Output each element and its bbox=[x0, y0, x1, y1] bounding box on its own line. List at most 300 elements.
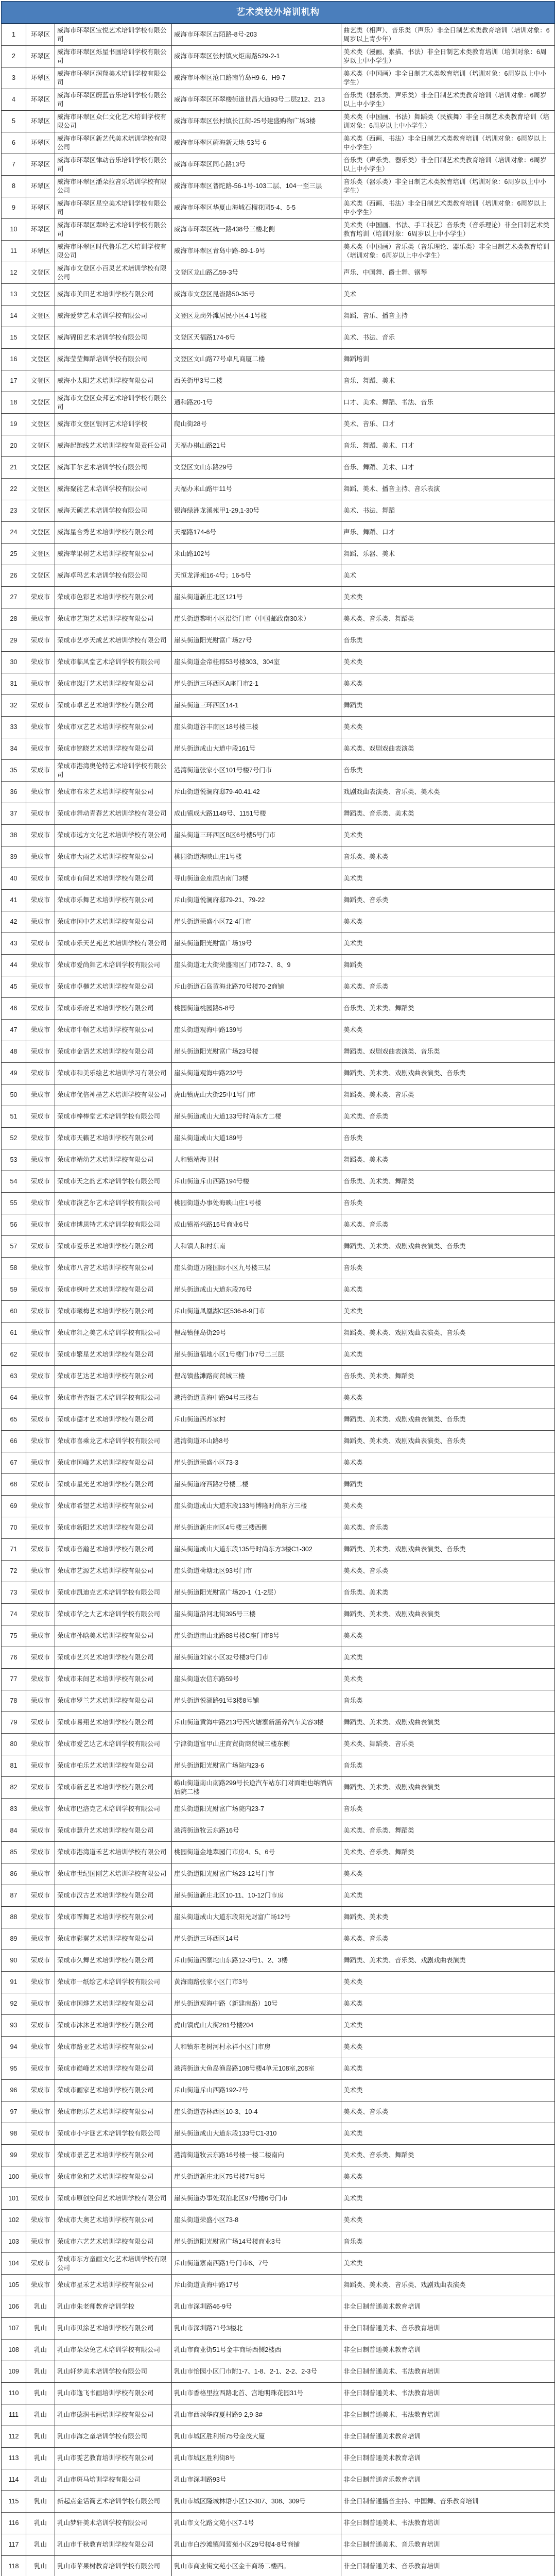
address-cell: 乳山市深圳路71号3楼北 bbox=[172, 2318, 341, 2340]
training-content-cell: 美术类 bbox=[341, 1885, 555, 1907]
district-cell: 荣成市 bbox=[26, 1496, 55, 1517]
address-cell: 港湾街道黄海中路94号三楼右 bbox=[172, 1387, 341, 1409]
row-number-cell: 6 bbox=[2, 132, 26, 154]
address-cell: 威海市文登区昆嵛路50-35号 bbox=[172, 284, 341, 306]
address-cell: 崖头街道新庄北区75号楼7号8号 bbox=[172, 2166, 341, 2188]
training-content-cell: 舞蹈类、美术类、戏剧戏曲表演类、音乐类 bbox=[341, 1539, 555, 1561]
row-number-cell: 2 bbox=[2, 46, 26, 67]
institution-name-cell: 威海卓玛艺术培训学校有限公司 bbox=[55, 565, 172, 587]
address-cell: 崖头街道荣盛小区73-8 bbox=[172, 2210, 341, 2231]
training-content-cell: 舞蹈培训 bbox=[341, 349, 555, 370]
row-number-cell: 35 bbox=[2, 760, 26, 782]
institution-name-cell: 威海市环翠区潘朵拉音乐培训学校有限公司 bbox=[55, 176, 172, 197]
table-row bbox=[2, 976, 555, 998]
table-row bbox=[2, 1344, 555, 1366]
institution-name-cell: 威海市文登区小百灵艺术培训学校有限公司 bbox=[55, 262, 172, 284]
institution-name-cell: 荣成市国烨艺术培训学校有限公司 bbox=[55, 1993, 172, 2015]
training-content-cell: 曲艺类（相声）、音乐类（声乐）非全日制艺术类教育培训（培训对象：6周岁以上青少年） bbox=[341, 24, 555, 46]
district-cell: 荣成市 bbox=[26, 2123, 55, 2145]
address-cell: 斥山街道寨南西路1号门市6、7号 bbox=[172, 2253, 341, 2275]
address-cell: 米山路102号 bbox=[172, 544, 341, 565]
institution-name-cell: 荣成市世纪国刚艺术培训学校有限公司 bbox=[55, 1863, 172, 1885]
row-number-cell: 54 bbox=[2, 1171, 26, 1193]
table-row bbox=[2, 2253, 555, 2275]
address-cell: 崖头街道阳光财富广场23号楼 bbox=[172, 1041, 341, 1063]
table-row bbox=[2, 2448, 555, 2469]
table-row bbox=[2, 2123, 555, 2145]
row-number-cell: 57 bbox=[2, 1236, 26, 1258]
district-cell: 荣成市 bbox=[26, 2058, 55, 2080]
institution-name-cell: 荣成市久舞艺术培训学校有限公司 bbox=[55, 1950, 172, 1972]
address-cell: 乳山市城区隆城林语小区12-307、308、309号 bbox=[172, 2491, 341, 2513]
address-cell: 斥山街道黄海中路17号 bbox=[172, 2275, 341, 2296]
row-number-cell: 48 bbox=[2, 1041, 26, 1063]
training-content-cell: 美术类、戏剧戏曲表演类 bbox=[341, 738, 555, 760]
row-number-cell: 46 bbox=[2, 998, 26, 1020]
training-content-cell: 美术类 bbox=[341, 652, 555, 673]
address-cell: 桃园街道金地翠园门市房4、5、6号 bbox=[172, 1842, 341, 1863]
address-cell: 斥山街道西苏家村 bbox=[172, 1409, 341, 1431]
training-content-cell: 音乐、舞蹈、美术、口才 bbox=[341, 435, 555, 457]
district-cell: 文登区 bbox=[26, 306, 55, 327]
institution-name-cell: 威海市文登区众邦艺术培训学校有限公司 bbox=[55, 392, 172, 414]
institution-name-cell: 荣成市天籁艺术培训学校有限公司 bbox=[55, 1128, 172, 1149]
table-row bbox=[2, 652, 555, 673]
district-cell: 乳山 bbox=[26, 2361, 55, 2383]
address-cell: 崖头街道三环西区14号 bbox=[172, 1928, 341, 1950]
district-cell: 荣成市 bbox=[26, 1712, 55, 1734]
institution-name-cell: 威海聚能艺术培训学校有限公司 bbox=[55, 479, 172, 500]
institution-name-cell: 荣成市希望艺术培训学校有限公司 bbox=[55, 1496, 172, 1517]
row-number-cell: 79 bbox=[2, 1712, 26, 1734]
district-cell: 乳山 bbox=[26, 2340, 55, 2361]
address-cell: 崖头街道成山大道189号 bbox=[172, 1128, 341, 1149]
table-row bbox=[2, 2080, 555, 2102]
institution-name-cell: 荣成市艺源艺术培训学校有限公司 bbox=[55, 1561, 172, 1582]
table-row bbox=[2, 392, 555, 414]
training-content-cell: 美术类、音乐类 bbox=[341, 976, 555, 998]
table-row bbox=[2, 2513, 555, 2534]
table-row bbox=[2, 241, 555, 262]
sheet bbox=[1, 1, 555, 2576]
institution-name-cell: 荣成市曦梅艺术培训学校有限公司 bbox=[55, 1301, 172, 1323]
table-row bbox=[2, 1885, 555, 1907]
row-number-cell: 94 bbox=[2, 2037, 26, 2058]
address-cell: 天福办米山路甲11号 bbox=[172, 479, 341, 500]
table-row bbox=[2, 1517, 555, 1539]
address-cell: 崖头街道三环西区14-1 bbox=[172, 695, 341, 717]
row-number-cell: 53 bbox=[2, 1149, 26, 1171]
address-cell: 崖头街道成山大道东段135号时尚东方3楼C1-302 bbox=[172, 1539, 341, 1561]
training-content-cell: 美术类 bbox=[341, 1020, 555, 1041]
table-row bbox=[2, 111, 555, 132]
row-number-cell: 115 bbox=[2, 2491, 26, 2513]
row-number-cell: 15 bbox=[2, 327, 26, 349]
row-number-cell: 26 bbox=[2, 565, 26, 587]
district-cell: 乳山 bbox=[26, 2296, 55, 2318]
district-cell: 荣成市 bbox=[26, 1020, 55, 1041]
district-cell: 荣成市 bbox=[26, 1387, 55, 1409]
training-content-cell: 舞蹈类、戏剧戏曲表演类、音乐类 bbox=[341, 1041, 555, 1063]
district-cell: 荣成市 bbox=[26, 1950, 55, 1972]
row-number-cell: 13 bbox=[2, 284, 26, 306]
row-number-cell: 29 bbox=[2, 630, 26, 652]
institution-name-cell: 荣成市星禾艺术培训学校有限公司 bbox=[55, 2275, 172, 2296]
training-content-cell: 美术类、音乐类、舞蹈类 bbox=[341, 2145, 555, 2166]
training-content-cell: 美术、音乐、口才 bbox=[341, 414, 555, 435]
row-number-cell: 21 bbox=[2, 457, 26, 479]
district-cell: 荣成市 bbox=[26, 1799, 55, 1820]
district-cell: 荣成市 bbox=[26, 2015, 55, 2037]
training-content-cell: 戏剧戏曲表演类、音乐类、美术类 bbox=[341, 782, 555, 803]
row-number-cell: 58 bbox=[2, 1258, 26, 1279]
row-number-cell: 60 bbox=[2, 1301, 26, 1323]
institution-name-cell: 威海市环翠区翠岭艺术培训学校有限公司 bbox=[55, 219, 172, 241]
district-cell: 荣成市 bbox=[26, 1561, 55, 1582]
district-cell: 荣成市 bbox=[26, 652, 55, 673]
table-row bbox=[2, 2426, 555, 2448]
district-cell: 荣成市 bbox=[26, 1625, 55, 1647]
training-content-cell: 音乐类、美术类 bbox=[341, 846, 555, 868]
district-cell: 荣成市 bbox=[26, 976, 55, 998]
row-number-cell: 70 bbox=[2, 1517, 26, 1539]
row-number-cell: 49 bbox=[2, 1063, 26, 1084]
table-row bbox=[2, 327, 555, 349]
institution-name-cell: 荣成市艺兴艺术培训学校有限公司 bbox=[55, 1647, 172, 1669]
institution-name-cell: 乳山市海之童培训学校有限公司 bbox=[55, 2426, 172, 2448]
table-row bbox=[2, 1604, 555, 1625]
table-row bbox=[2, 1323, 555, 1344]
row-number-cell: 5 bbox=[2, 111, 26, 132]
address-cell: 崂山街道南山南路299号长途汽车站东门对面维也纳酒店后院二楼 bbox=[172, 1777, 341, 1799]
training-content-cell: 非全日制普通美术、书法教育培训 bbox=[341, 2361, 555, 2383]
address-cell: 成山镇裕兴路15号商业6号 bbox=[172, 1214, 341, 1236]
district-cell: 荣成市 bbox=[26, 2037, 55, 2058]
training-content-cell: 美术类 bbox=[341, 1387, 555, 1409]
row-number-cell: 1 bbox=[2, 24, 26, 46]
institution-name-cell: 荣成市新阳艺术培训学校有限公司 bbox=[55, 1517, 172, 1539]
table-row bbox=[2, 1993, 555, 2015]
table-row bbox=[2, 2383, 555, 2404]
address-cell: 文登区龙山路乙59-3号 bbox=[172, 262, 341, 284]
training-content-cell: 音乐类 bbox=[341, 1755, 555, 1777]
address-cell: 斥山街道悦澜府邸79-40.41.42 bbox=[172, 782, 341, 803]
training-content-cell: 舞蹈、音乐、播音主持 bbox=[341, 306, 555, 327]
address-cell: 爬山街28号 bbox=[172, 414, 341, 435]
district-cell: 荣成市 bbox=[26, 825, 55, 846]
institution-name-cell: 荣成市棒棒堂艺术培训学校有限公司 bbox=[55, 1106, 172, 1128]
row-number-cell: 59 bbox=[2, 1279, 26, 1301]
address-cell: 乳山市深圳路46-9号 bbox=[172, 2296, 341, 2318]
district-cell: 荣成市 bbox=[26, 1647, 55, 1669]
table-row bbox=[2, 803, 555, 825]
address-cell: 崖头街道沿河北街395号三楼 bbox=[172, 1604, 341, 1625]
address-cell: 人和镇人和村东南 bbox=[172, 1236, 341, 1258]
table-row bbox=[2, 1279, 555, 1301]
training-content-cell: 非全日制普通美术教育培训 bbox=[341, 2296, 555, 2318]
training-content-cell: 美术类、音乐类 bbox=[341, 1517, 555, 1539]
row-number-cell: 14 bbox=[2, 306, 26, 327]
district-cell: 文登区 bbox=[26, 414, 55, 435]
training-content-cell: 音乐、舞蹈、美术 bbox=[341, 370, 555, 392]
training-content-cell: 音乐类（声乐类、器乐类）非全日制艺术类教育培训（培训对象：6周岁以上中小学生） bbox=[341, 154, 555, 176]
institution-name-cell: 乳山市贝涂艺术培训学校有限公司 bbox=[55, 2318, 172, 2340]
table-row bbox=[2, 1041, 555, 1063]
district-cell: 荣成市 bbox=[26, 760, 55, 782]
district-cell: 荣成市 bbox=[26, 846, 55, 868]
district-cell: 荣成市 bbox=[26, 1928, 55, 1950]
training-content-cell: 舞蹈类 bbox=[341, 1474, 555, 1496]
district-cell: 环翠区 bbox=[26, 219, 55, 241]
table-row bbox=[2, 132, 555, 154]
table-row bbox=[2, 1020, 555, 1041]
district-cell: 荣成市 bbox=[26, 1863, 55, 1885]
training-content-cell: 美术类 bbox=[341, 1993, 555, 2015]
row-number-cell: 116 bbox=[2, 2513, 26, 2534]
address-cell: 崖头街道福地小区1号楼门市7号二三层 bbox=[172, 1344, 341, 1366]
address-cell: 崖头街道北大街荣盛南区门市72-7、8、9 bbox=[172, 955, 341, 976]
address-cell: 乳山市西城华府夏村路9-2,9-3# bbox=[172, 2404, 341, 2426]
institution-name-cell: 威海小太阳艺术培训学校有限公司 bbox=[55, 370, 172, 392]
table-row bbox=[2, 154, 555, 176]
row-number-cell: 68 bbox=[2, 1474, 26, 1496]
address-cell: 崖头街道荷塘北区93号门市 bbox=[172, 1561, 341, 1582]
table-row bbox=[2, 1258, 555, 1279]
table-row bbox=[2, 1301, 555, 1323]
row-number-cell: 93 bbox=[2, 2015, 26, 2037]
row-number-cell: 22 bbox=[2, 479, 26, 500]
training-content-cell: 音乐类 bbox=[341, 630, 555, 652]
institution-name-cell: 荣成市象和艺术培训学校有限公司 bbox=[55, 2166, 172, 2188]
table-row bbox=[2, 1063, 555, 1084]
address-cell: 黄海南路张家小区门市3号 bbox=[172, 1972, 341, 1993]
row-number-cell: 112 bbox=[2, 2426, 26, 2448]
district-cell: 荣成市 bbox=[26, 1842, 55, 1863]
district-cell: 荣成市 bbox=[26, 1517, 55, 1539]
training-content-cell: 美术类 bbox=[341, 2058, 555, 2080]
table-row bbox=[2, 1863, 555, 1885]
training-content-cell: 美术类 bbox=[341, 2123, 555, 2145]
district-cell: 荣成市 bbox=[26, 1409, 55, 1431]
table-row bbox=[2, 457, 555, 479]
row-number-cell: 102 bbox=[2, 2210, 26, 2231]
district-cell: 文登区 bbox=[26, 500, 55, 522]
address-cell: 威海市环翠区青岛中路-89-1-9号 bbox=[172, 241, 341, 262]
institution-name-cell: 荣成市彩翼艺术培训学校有限公司 bbox=[55, 1928, 172, 1950]
district-cell: 荣成市 bbox=[26, 2210, 55, 2231]
district-cell: 荣成市 bbox=[26, 1474, 55, 1496]
training-content-cell: 美术类 bbox=[341, 1669, 555, 1690]
page-title: 艺术类校外培训机构 bbox=[1, 1, 555, 24]
table-row bbox=[2, 825, 555, 846]
training-content-cell: 音乐类 bbox=[341, 760, 555, 782]
table-row bbox=[2, 435, 555, 457]
row-number-cell: 12 bbox=[2, 262, 26, 284]
row-number-cell: 50 bbox=[2, 1084, 26, 1106]
district-cell: 乳山 bbox=[26, 2513, 55, 2534]
training-content-cell: 美术类 bbox=[341, 1452, 555, 1474]
table-row bbox=[2, 414, 555, 435]
institution-name-cell: 荣成市六艺艺术培训学校有限公司 bbox=[55, 2231, 172, 2253]
row-number-cell: 104 bbox=[2, 2253, 26, 2275]
table-row bbox=[2, 2296, 555, 2318]
row-number-cell: 110 bbox=[2, 2383, 26, 2404]
table-row bbox=[2, 2469, 555, 2491]
row-number-cell: 105 bbox=[2, 2275, 26, 2296]
district-cell: 环翠区 bbox=[26, 89, 55, 111]
row-number-cell: 42 bbox=[2, 911, 26, 933]
table-row bbox=[2, 1149, 555, 1171]
institution-name-cell: 威海市美田艺术培训学校有限公司 bbox=[55, 284, 172, 306]
address-cell: 斥山街道西寨坨山东路12-3号1、2、3楼 bbox=[172, 1950, 341, 1972]
district-cell: 乳山 bbox=[26, 2383, 55, 2404]
district-cell: 荣成市 bbox=[26, 2188, 55, 2210]
training-content-cell: 舞蹈类、美术类、音乐类、戏剧戏曲表演类 bbox=[341, 2275, 555, 2296]
district-cell: 荣成市 bbox=[26, 608, 55, 630]
row-number-cell: 52 bbox=[2, 1128, 26, 1149]
table-row bbox=[2, 1431, 555, 1452]
district-cell: 环翠区 bbox=[26, 154, 55, 176]
address-cell: 崖头街道杏林西区10-3、10-4 bbox=[172, 2102, 341, 2123]
district-cell: 乳山 bbox=[26, 2318, 55, 2340]
district-cell: 荣成市 bbox=[26, 2102, 55, 2123]
table-row bbox=[2, 262, 555, 284]
training-content-cell: 非全日制普通美术教育培训 bbox=[341, 2340, 555, 2361]
address-cell: 崖头街道荣盛小区72-4门市 bbox=[172, 911, 341, 933]
address-cell: 崖头街道阳光财富广场14号楼商业3号 bbox=[172, 2231, 341, 2253]
address-cell: 崖头街道新庄北区121号 bbox=[172, 587, 341, 608]
district-cell: 荣成市 bbox=[26, 1063, 55, 1084]
address-cell: 崖头街道金帝桂郡53号楼303、304室 bbox=[172, 652, 341, 673]
address-cell: 天福路174-6号 bbox=[172, 522, 341, 544]
district-cell: 荣成市 bbox=[26, 1907, 55, 1928]
row-number-cell: 98 bbox=[2, 2123, 26, 2145]
table-row bbox=[2, 1452, 555, 1474]
table-row bbox=[2, 479, 555, 500]
district-cell: 环翠区 bbox=[26, 241, 55, 262]
institution-name-cell: 荣成市艺亭天成艺术培训学校有限公司 bbox=[55, 630, 172, 652]
training-content-cell: 美术类 bbox=[341, 2166, 555, 2188]
table-row bbox=[2, 176, 555, 197]
training-content-cell: 美术类 bbox=[341, 1863, 555, 1885]
row-number-cell: 36 bbox=[2, 782, 26, 803]
address-cell: 乳山市深圳路93号 bbox=[172, 2469, 341, 2491]
address-cell: 斥山街道悦澜府邸79-21、79-22 bbox=[172, 890, 341, 911]
district-cell: 文登区 bbox=[26, 565, 55, 587]
address-cell: 俚岛镇盐滩路商贸城三楼 bbox=[172, 1366, 341, 1387]
institution-name-cell: 乳山市逸飞书画培训学校有限公司 bbox=[55, 2383, 172, 2404]
table-row bbox=[2, 2318, 555, 2340]
table-row bbox=[2, 306, 555, 327]
training-content-cell: 美术 bbox=[341, 284, 555, 306]
table-row bbox=[2, 2340, 555, 2361]
training-content-cell: 非全日制普通美术、书法教育培训 bbox=[341, 2513, 555, 2534]
institution-name-cell: 荣成市天之韵艺术培训学校有限公司 bbox=[55, 1171, 172, 1193]
address-cell: 港湾街道张家小区101号楼7号门市 bbox=[172, 760, 341, 782]
table-row bbox=[2, 587, 555, 608]
row-number-cell: 43 bbox=[2, 933, 26, 955]
table-row bbox=[2, 1106, 555, 1128]
training-content-cell: 美术类 bbox=[341, 673, 555, 695]
address-cell: 崖头街道荣盛小区73-3 bbox=[172, 1452, 341, 1474]
row-number-cell: 44 bbox=[2, 955, 26, 976]
table-row bbox=[2, 2210, 555, 2231]
address-cell: 乳山市白沙滩镇闻莺苑小区29号楼4-8号商铺 bbox=[172, 2534, 341, 2556]
district-cell: 荣成市 bbox=[26, 1171, 55, 1193]
district-cell: 荣成市 bbox=[26, 1690, 55, 1712]
district-cell: 荣成市 bbox=[26, 1669, 55, 1690]
table-row bbox=[2, 284, 555, 306]
institution-name-cell: 荣成市乐天艺苑艺术培训学校有限公司 bbox=[55, 933, 172, 955]
training-content-cell: 美术类（中国画）非全日制艺术类教育培训（培训对象：6周岁以上中小学生） bbox=[341, 67, 555, 89]
institution-name-cell: 荣成市港湾道禾艺术培训学校有限公司 bbox=[55, 1842, 172, 1863]
address-cell: 崖头街道阳光财富广场院内23-6 bbox=[172, 1755, 341, 1777]
address-cell: 崖头街道阳光财富广场27号 bbox=[172, 630, 341, 652]
row-number-cell: 19 bbox=[2, 414, 26, 435]
training-content-cell: 非全日制普通美术教育培训 bbox=[341, 2448, 555, 2469]
institution-name-cell: 荣成市大雨艺术培训学校有限公司 bbox=[55, 846, 172, 868]
district-cell: 荣成市 bbox=[26, 738, 55, 760]
row-number-cell: 113 bbox=[2, 2448, 26, 2469]
institution-name-cell: 荣成市柏乐艺术培训学校有限公司 bbox=[55, 1755, 172, 1777]
training-content-cell: 美术类、音乐类 bbox=[341, 1561, 555, 1582]
institution-name-cell: 荣成市八音艺术培训学校有限公司 bbox=[55, 1258, 172, 1279]
institution-name-cell: 威海市环翠区蔚蓝音乐培训学校有限公司 bbox=[55, 89, 172, 111]
table-row bbox=[2, 782, 555, 803]
address-cell: 威海市环翠区同心路13号 bbox=[172, 154, 341, 176]
address-cell: 人和镇靖海卫村 bbox=[172, 1149, 341, 1171]
table-row bbox=[2, 1236, 555, 1258]
institution-name-cell: 荣成市色彩艺术培训学校有限公司 bbox=[55, 587, 172, 608]
table-row bbox=[2, 608, 555, 630]
row-number-cell: 63 bbox=[2, 1366, 26, 1387]
table-row bbox=[2, 67, 555, 89]
address-cell: 威海市环翠区统一路438号三楼北侧 bbox=[172, 219, 341, 241]
institution-name-cell: 荣成市喜乘龙艺术培训学校有限公司 bbox=[55, 1431, 172, 1452]
training-content-cell: 美术类 bbox=[341, 2210, 555, 2231]
row-number-cell: 117 bbox=[2, 2534, 26, 2556]
address-cell: 斥山街道黄海中路213号西火塘寨新涵养汽车美容3楼 bbox=[172, 1712, 341, 1734]
institution-name-cell: 荣成市舞之美艺术培训学校有限公司 bbox=[55, 1323, 172, 1344]
training-content-cell: 美术类 bbox=[341, 587, 555, 608]
address-cell: 乳山市香格里拉西路北首、宫地明珠花园31号 bbox=[172, 2383, 341, 2404]
address-cell: 崖头街道观海中路139号 bbox=[172, 1020, 341, 1041]
row-number-cell: 87 bbox=[2, 1885, 26, 1907]
row-number-cell: 91 bbox=[2, 1972, 26, 1993]
training-content-cell: 美术类 bbox=[341, 1625, 555, 1647]
district-cell: 荣成市 bbox=[26, 998, 55, 1020]
table-row bbox=[2, 998, 555, 1020]
table-row bbox=[2, 2534, 555, 2556]
institution-name-cell: 乳山市朵朵兔艺术培训学校有限公司 bbox=[55, 2340, 172, 2361]
table-row bbox=[2, 760, 555, 782]
row-number-cell: 3 bbox=[2, 67, 26, 89]
training-content-cell: 美术类 bbox=[341, 1279, 555, 1301]
institution-name-cell: 荣成市艺达艺术培训学校有限公司 bbox=[55, 1366, 172, 1387]
institution-name-cell: 威海苹果树艺术培训学校有限公司 bbox=[55, 544, 172, 565]
row-number-cell: 107 bbox=[2, 2318, 26, 2340]
address-cell: 崖头街道成山大道东段133号C1-310 bbox=[172, 2123, 341, 2145]
institution-name-cell: 荣成市艺翔艺术培训学校有限公司 bbox=[55, 608, 172, 630]
district-cell: 荣成市 bbox=[26, 911, 55, 933]
address-cell: 通和路20-1号 bbox=[172, 392, 341, 414]
training-content-cell: 美术、书法、音乐 bbox=[341, 327, 555, 349]
district-cell: 荣成市 bbox=[26, 933, 55, 955]
training-content-cell: 舞蹈类、美术类 bbox=[341, 1149, 555, 1171]
table-row bbox=[2, 1496, 555, 1517]
district-cell: 环翠区 bbox=[26, 176, 55, 197]
training-content-cell: 舞蹈类、音乐类 bbox=[341, 890, 555, 911]
